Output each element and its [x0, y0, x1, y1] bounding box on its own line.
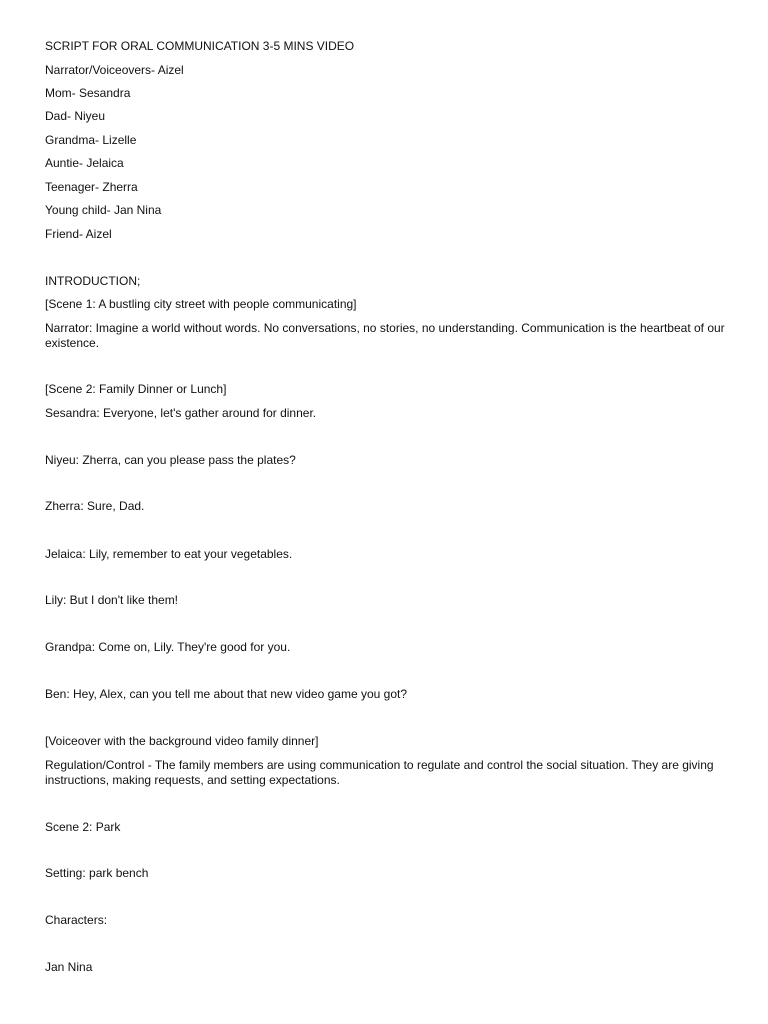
introduction-heading: INTRODUCTION; [45, 274, 141, 288]
scene-direction: [Scene 2: Family Dinner or Lunch] [45, 382, 227, 396]
voiceover-direction: [Voiceover with the background video family dinner] [45, 734, 319, 748]
cast-line: Mom- Sesandra [45, 86, 131, 100]
cast-line: Auntie- Jelaica [45, 156, 124, 170]
dialogue-line: Lily: But I don't like them! [45, 593, 179, 607]
regulation-paragraph: Regulation/Control - The family members are using communication to regulate and control the social situation. They are giving instructions, making requests, and setting expectations. [45, 758, 714, 787]
character-name: Jan Nina [45, 960, 93, 974]
cast-line: Friend- Aizel [45, 227, 112, 241]
narrator-line: Narrator: Imagine a world without words. No conversations, no stories, no understanding. Communication is the heartbeat of our existence. [45, 321, 725, 350]
cast-line: Teenager- Zherra [45, 180, 138, 194]
dialogue-line: Ben: Hey, Alex, can you tell me about that new video game you got? [45, 687, 407, 701]
dialogue-line: Jelaica: Lily, remember to eat your vegetables. [45, 547, 293, 561]
dialogue-line: Grandpa: Come on, Lily. They're good for you. [45, 640, 291, 654]
scene-direction: [Scene 1: A bustling city street with people communicating] [45, 297, 357, 311]
dialogue-line: Zherra: Sure, Dad. [45, 499, 145, 513]
park-scene-heading: Scene 2: Park [45, 820, 121, 834]
document-title: SCRIPT FOR ORAL COMMUNICATION 3-5 MINS VIDEO [45, 39, 355, 53]
cast-line: Grandma- Lizelle [45, 133, 137, 147]
cast-line: Dad- Niyeu [45, 109, 106, 123]
cast-line: Narrator/Voiceovers- Aizel [45, 63, 184, 77]
cast-line: Young child- Jan Nina [45, 203, 162, 217]
characters-heading: Characters: [45, 913, 108, 927]
dialogue-line: Sesandra: Everyone, let's gather around for dinner. [45, 406, 317, 420]
dialogue-line: Niyeu: Zherra, can you please pass the plates? [45, 453, 296, 467]
park-setting: Setting: park bench [45, 866, 149, 880]
